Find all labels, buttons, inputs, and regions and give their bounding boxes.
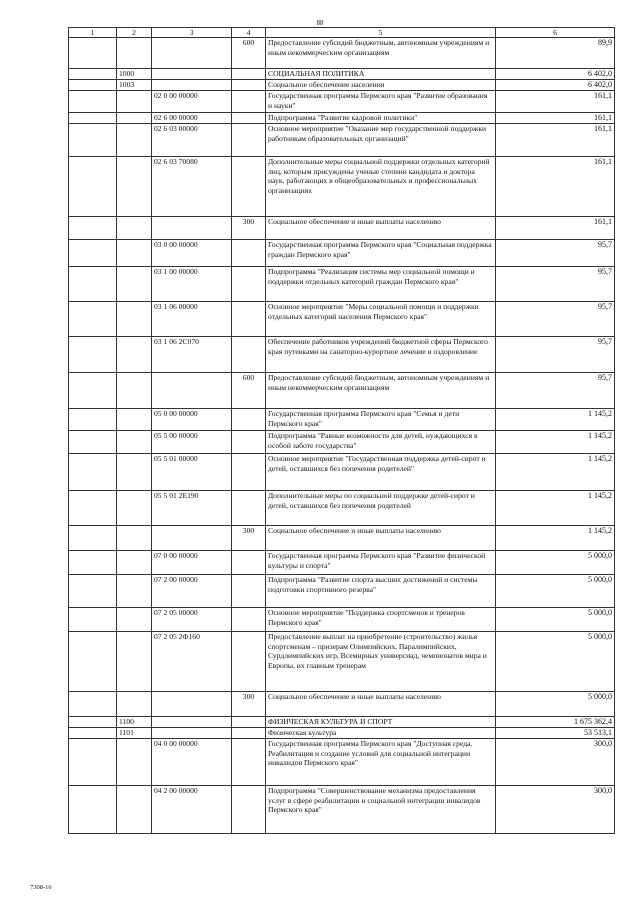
row-blank-cell <box>69 38 117 69</box>
section-code-cell: 1101 <box>117 728 152 739</box>
description-cell: Дополнительные меры социальной поддержки отдельных категорий лиц, которым присуждены ученые степени кандидата и доктора наук, работающих в общеобразовательных и профессиональных организациях <box>266 157 496 217</box>
expense-type-cell <box>232 575 266 608</box>
section-code-cell <box>117 157 152 217</box>
expense-type-cell <box>232 157 266 217</box>
page-number: 88 <box>316 19 324 27</box>
table-row <box>69 551 615 575</box>
amount-cell: 5 000,0 <box>496 608 615 632</box>
section-code-cell <box>117 267 152 302</box>
table-row <box>69 431 615 454</box>
section-code-cell: 1100 <box>117 717 152 728</box>
section-code-cell <box>117 575 152 608</box>
amount-cell: 95,7 <box>496 337 615 373</box>
table-row <box>69 632 615 692</box>
target-code-cell: 02 6 03 70080 <box>152 157 232 217</box>
row-blank-cell <box>69 491 117 526</box>
section-code-cell <box>117 91 152 113</box>
expense-type-cell: 300 <box>232 526 266 551</box>
description-cell: Социальное обеспечение и иные выплаты населению <box>266 217 496 240</box>
expense-type-cell: 600 <box>232 373 266 409</box>
amount-cell: 300,0 <box>496 786 615 834</box>
row-blank-cell <box>69 240 117 267</box>
table-row <box>69 267 615 302</box>
target-code-cell: 04 0 00 00000 <box>152 739 232 786</box>
section-code-cell <box>117 526 152 551</box>
table-row <box>69 491 615 526</box>
table-row <box>69 38 615 69</box>
amount-cell: 53 513,1 <box>496 728 615 739</box>
description-cell: Социальное обеспечение населения <box>266 80 496 91</box>
section-code-cell <box>117 113 152 124</box>
expense-type-cell: 300 <box>232 217 266 240</box>
table-row <box>69 739 615 786</box>
target-code-cell: 04 2 00 00000 <box>152 786 232 834</box>
section-code-cell <box>117 632 152 692</box>
description-cell: Государственная программа Пермского края "Социальная поддержка граждан Пермского края" <box>266 240 496 267</box>
target-code-cell <box>152 217 232 240</box>
target-code-cell <box>152 80 232 91</box>
row-blank-cell <box>69 728 117 739</box>
description-cell: Дополнительные меры по социальной поддержке детей-сирот и детей, оставшихся без попечения родителей <box>266 491 496 526</box>
section-code-cell <box>117 692 152 717</box>
row-blank-cell <box>69 409 117 431</box>
expense-type-cell <box>232 69 266 80</box>
row-blank-cell <box>69 551 117 575</box>
description-cell: Социальное обеспечение и иные выплаты населению <box>266 692 496 717</box>
target-code-cell: 03 1 06 00000 <box>152 302 232 337</box>
row-blank-cell <box>69 69 117 80</box>
amount-cell: 5 000,0 <box>496 692 615 717</box>
row-blank-cell <box>69 302 117 337</box>
amount-cell: 161,1 <box>496 91 615 113</box>
target-code-cell: 07 0 00 00000 <box>152 551 232 575</box>
table-row <box>69 240 615 267</box>
target-code-cell: 03 1 06 2С070 <box>152 337 232 373</box>
row-blank-cell <box>69 454 117 491</box>
amount-cell: 95,7 <box>496 240 615 267</box>
table-row <box>69 608 615 632</box>
table-row <box>69 575 615 608</box>
target-code-cell <box>152 373 232 409</box>
expense-type-cell <box>232 491 266 526</box>
description-cell: Основное мероприятие "Оказание мер государственной поддержки работникам образовательных организаций" <box>266 124 496 157</box>
column-header: 1 <box>69 28 117 38</box>
amount-cell: 89,9 <box>496 38 615 69</box>
amount-cell: 1 145,2 <box>496 491 615 526</box>
amount-cell: 161,1 <box>496 217 615 240</box>
expense-type-cell <box>232 431 266 454</box>
target-code-cell: 02 0 00 00000 <box>152 91 232 113</box>
description-cell: Основное мероприятие "Меры социальной помощи и поддержки отдельных категорий населения Пермского края" <box>266 302 496 337</box>
description-cell: СОЦИАЛЬНАЯ ПОЛИТИКА <box>266 69 496 80</box>
section-code-cell <box>117 337 152 373</box>
table-row <box>69 454 615 491</box>
expense-type-cell <box>232 240 266 267</box>
amount-cell: 161,1 <box>496 124 615 157</box>
description-cell: Основное мероприятие "Поддержка спортсменов и тренеров Пермского края" <box>266 608 496 632</box>
section-code-cell <box>117 124 152 157</box>
section-code-cell <box>117 409 152 431</box>
row-blank-cell <box>69 608 117 632</box>
amount-cell: 1 145,2 <box>496 431 615 454</box>
amount-cell: 1 675 362,4 <box>496 717 615 728</box>
table-row <box>69 80 615 91</box>
target-code-cell: 05 5 01 00000 <box>152 454 232 491</box>
expense-type-cell <box>232 551 266 575</box>
table-row <box>69 157 615 217</box>
table-row <box>69 526 615 551</box>
column-header: 3 <box>152 28 232 38</box>
description-cell: Подпрограмма "Развитие кадровой политики" <box>266 113 496 124</box>
table-row <box>69 692 615 717</box>
section-code-cell <box>117 302 152 337</box>
target-code-cell: 07 2 05 00000 <box>152 608 232 632</box>
section-code-cell <box>117 739 152 786</box>
row-blank-cell <box>69 113 117 124</box>
amount-cell: 5 000,0 <box>496 575 615 608</box>
description-cell: Предоставление субсидий бюджетным, автономным учреждениям и иным некоммерческим организациям <box>266 38 496 69</box>
amount-cell: 300,0 <box>496 739 615 786</box>
row-blank-cell <box>69 124 117 157</box>
budget-table <box>68 27 615 834</box>
description-cell: Предоставление выплат на приобретение (строительство) жилья спортсменам – призерам Олимпийских, Паралимпийских, Сурдлимпийских игр, Всемирных универсиад, чемпионатов мира и Европы, их главным тренерам <box>266 632 496 692</box>
target-code-cell: 05 0 00 00000 <box>152 409 232 431</box>
row-blank-cell <box>69 91 117 113</box>
table-row <box>69 786 615 834</box>
amount-cell: 5 000,0 <box>496 632 615 692</box>
section-code-cell <box>117 217 152 240</box>
expense-type-cell <box>232 739 266 786</box>
description-cell: Государственная программа Пермского края "Семья и дети Пермского края" <box>266 409 496 431</box>
row-blank-cell <box>69 739 117 786</box>
row-blank-cell <box>69 526 117 551</box>
amount-cell: 1 145,2 <box>496 409 615 431</box>
target-code-cell <box>152 526 232 551</box>
table-row <box>69 69 615 80</box>
description-cell: Физическая культура <box>266 728 496 739</box>
section-code-cell <box>117 786 152 834</box>
target-code-cell: 02 6 03 00000 <box>152 124 232 157</box>
expense-type-cell <box>232 409 266 431</box>
expense-type-cell: 300 <box>232 692 266 717</box>
expense-type-cell <box>232 717 266 728</box>
document-code: 7308-16 <box>30 884 52 891</box>
section-code-cell <box>117 491 152 526</box>
amount-cell: 1 145,2 <box>496 526 615 551</box>
description-cell: Обеспечение работников учреждений бюджетной сферы Пермского края путевками на санаторно-курортное лечение и оздоровление <box>266 337 496 373</box>
row-blank-cell <box>69 786 117 834</box>
section-code-cell <box>117 551 152 575</box>
table-row <box>69 728 615 739</box>
section-code-cell <box>117 454 152 491</box>
section-code-cell <box>117 608 152 632</box>
row-blank-cell <box>69 717 117 728</box>
expense-type-cell <box>232 113 266 124</box>
section-code-cell <box>117 38 152 69</box>
column-header: 5 <box>266 28 496 38</box>
table-row <box>69 409 615 431</box>
row-blank-cell <box>69 632 117 692</box>
column-header: 4 <box>232 28 266 38</box>
row-blank-cell <box>69 692 117 717</box>
table-row <box>69 217 615 240</box>
target-code-cell: 05 5 01 2Е190 <box>152 491 232 526</box>
description-cell: Государственная программа Пермского края "Развитие физической культуры и спорта" <box>266 551 496 575</box>
section-code-cell: 1003 <box>117 80 152 91</box>
amount-cell: 5 000,0 <box>496 551 615 575</box>
amount-cell: 1 145,2 <box>496 454 615 491</box>
amount-cell: 161,1 <box>496 113 615 124</box>
amount-cell: 95,7 <box>496 373 615 409</box>
target-code-cell <box>152 692 232 717</box>
expense-type-cell <box>232 454 266 491</box>
amount-cell: 95,7 <box>496 302 615 337</box>
target-code-cell <box>152 728 232 739</box>
table-row <box>69 113 615 124</box>
target-code-cell: 07 2 00 00000 <box>152 575 232 608</box>
target-code-cell: 02 6 00 00000 <box>152 113 232 124</box>
target-code-cell: 03 1 00 00000 <box>152 267 232 302</box>
amount-cell: 95,7 <box>496 267 615 302</box>
row-blank-cell <box>69 157 117 217</box>
row-blank-cell <box>69 267 117 302</box>
section-code-cell: 1000 <box>117 69 152 80</box>
table-header-row <box>69 28 615 38</box>
section-code-cell <box>117 431 152 454</box>
row-blank-cell <box>69 575 117 608</box>
amount-cell: 6 402,0 <box>496 80 615 91</box>
row-blank-cell <box>69 80 117 91</box>
expense-type-cell <box>232 608 266 632</box>
description-cell: ФИЗИЧЕСКАЯ КУЛЬТУРА И СПОРТ <box>266 717 496 728</box>
expense-type-cell <box>232 80 266 91</box>
table-row <box>69 124 615 157</box>
table-row <box>69 717 615 728</box>
description-cell: Подпрограмма "Развитие спорта высших достижений и системы подготовки спортивного резерва" <box>266 575 496 608</box>
row-blank-cell <box>69 373 117 409</box>
target-code-cell <box>152 38 232 69</box>
description-cell: Подпрограмма "Совершенствование механизма предоставления услуг в сфере реабилитации и социальной интеграции инвалидов Пермского края" <box>266 786 496 834</box>
column-header: 6 <box>496 28 615 38</box>
section-code-cell <box>117 373 152 409</box>
amount-cell: 6 402,0 <box>496 69 615 80</box>
target-code-cell <box>152 69 232 80</box>
description-cell: Государственная программа Пермского края "Развитие образования и науки" <box>266 91 496 113</box>
amount-cell: 161,1 <box>496 157 615 217</box>
expense-type-cell <box>232 728 266 739</box>
row-blank-cell <box>69 431 117 454</box>
row-blank-cell <box>69 217 117 240</box>
row-blank-cell <box>69 337 117 373</box>
description-cell: Государственная программа Пермского края "Доступная среда. Реабилитация и создание условий для социальной интеграции инвалидов Пермского края" <box>266 739 496 786</box>
target-code-cell: 03 0 00 00000 <box>152 240 232 267</box>
expense-type-cell <box>232 124 266 157</box>
expense-type-cell <box>232 91 266 113</box>
expense-type-cell <box>232 302 266 337</box>
target-code-cell: 07 2 05 2Ф160 <box>152 632 232 692</box>
description-cell: Основное мероприятие "Государственная поддержка детей-сирот и детей, оставшихся без попечения родителей" <box>266 454 496 491</box>
expense-type-cell <box>232 632 266 692</box>
expense-type-cell: 600 <box>232 38 266 69</box>
table-row <box>69 337 615 373</box>
target-code-cell <box>152 717 232 728</box>
description-cell: Подпрограмма "Равные возможности для детей, нуждающихся в особой заботе государства" <box>266 431 496 454</box>
column-header: 2 <box>117 28 152 38</box>
table-row <box>69 373 615 409</box>
table-row <box>69 302 615 337</box>
description-cell: Предоставление субсидий бюджетным, автономным учреждениям и иным некоммерческим организациям <box>266 373 496 409</box>
expense-type-cell <box>232 267 266 302</box>
table-row <box>69 91 615 113</box>
expense-type-cell <box>232 786 266 834</box>
description-cell: Подпрограмма "Реализация системы мер социальной помощи и поддержки отдельных категорий граждан Пермского края" <box>266 267 496 302</box>
description-cell: Социальное обеспечение и иные выплаты населению <box>266 526 496 551</box>
section-code-cell <box>117 240 152 267</box>
target-code-cell: 05 5 00 00000 <box>152 431 232 454</box>
expense-type-cell <box>232 337 266 373</box>
